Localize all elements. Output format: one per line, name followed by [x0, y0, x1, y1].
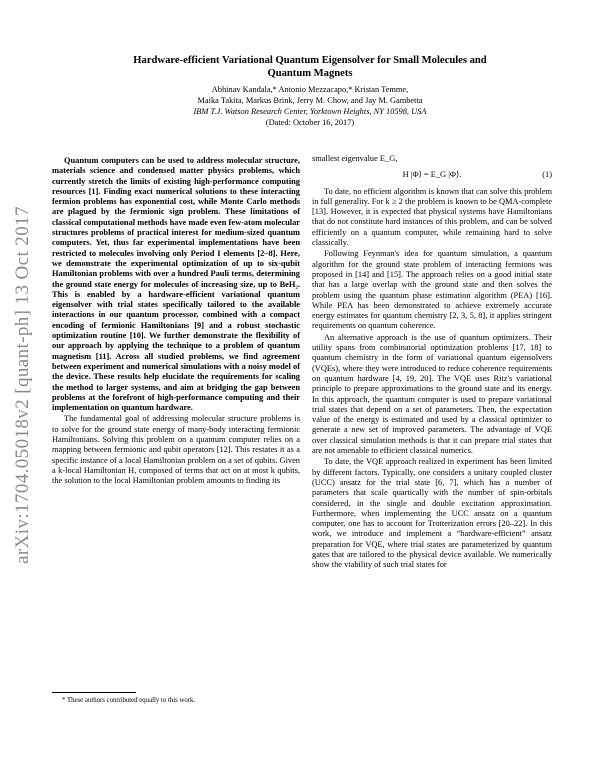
title-line-2: Quantum Magnets	[267, 68, 353, 79]
authors-line-2: Maika Takita, Markus Brink, Jerry M. Chow, and Jay M. Gambetta	[197, 96, 423, 105]
title-line-1: Hardware-efficient Variational Quantum Eigensolver for Small Molecules and	[133, 55, 487, 66]
body-paragraph-2: To date, no efficient algorithm is known that can solve this problem in full generality. For k ≥ 2 the problem is known to be QMA-complete [13]. However, it is expected that physical systems have Hamiltonians that do not constitute hard instances of this problem, and can be solved efficiently on a quantum computer, while remaining hard to solve classically.	[312, 186, 552, 248]
eigenvalue-intro: smallest eigenvalue E_G,	[312, 154, 398, 163]
footnote: * These authors contributed equally to this work.	[62, 697, 196, 704]
footnote-rule	[52, 692, 136, 693]
body-paragraph-5: To date, the VQE approach realized in experiment has been limited by different factors. Typically, one considers a unitary coupled cluster (UCC) ansatz for the trial state [6, 7], which has a number of parameters that scale quartically with the number of spin-orbitals considered, in the single and double excitation approximation. Furthermore, when implementing the UCC ansatz on a quantum computer, one has to account for Trotterization errors [20–22]. In this work, we introduce and implement a “hardware-efficient” ansatz preparation for VQE, where trial states are parameterized by quantum gates that are tailored to the physical device available. We numerically show the viability of such trial states for	[312, 457, 552, 570]
dated: (Dated: October 16, 2017)	[265, 118, 355, 127]
abstract: Quantum computers can be used to address molecular structure, materials science and condensed matter physics problems, which currently stretch the limits of existing high-performance computing resources [1]. Finding exact numerical solutions to these interacting fermion problems has exponential cost, while Monte Carlo methods are plagued by the fermionic sign problem. These limitations of classical computational methods have made even few-atom molecular structures problems of practical interest for medium-sized quantum computers. Yet, thus far experimental implementations have been restricted to molecules involving only Period I elements [2–8]. Here, we demonstrate the experimental optimization of up to six-qubit Hamiltonian problems with over a hundred Pauli terms, determining the ground state energy for molecules of increasing size, up to BeH₂. This is enabled by a hardware-efficient variational quantum eigensolver with trial states specifically tailored to the available interactions in our quantum processor, combined with a compact encoding of fermionic Hamiltonians [9] and a robust stochastic optimization routine [10]. We further demonstrate the flexibility of our approach by applying the technique to a problem of quantum magnetism [11]. Across all studied problems, we find agreement between experiment and numerical simulations with a noisy model of the device. These results help elucidate the requirements for scaling the method to larger systems, and aim at bridging the gap between problems at the forefront of high-performance computing and their implementation on quantum hardware.	[52, 156, 300, 413]
authors-line-1: Abhinav Kandala,* Antonio Mezzacapo,* Kristan Temme,	[211, 85, 409, 94]
right-column	[312, 154, 552, 571]
arxiv-stamp: arXiv:1704.05018v2 [quant-ph] 13 Oct 2017	[12, 206, 33, 564]
equation-text: H |Φ⟩ = E_G |Φ⟩.	[402, 170, 462, 180]
body-paragraph-1: The fundamental goal of addressing molecular structure problems is to solve for the ground state energy of many-body interacting fermionic Hamiltonians. Solving this problem on a quantum computer relies on a mapping between fermionic and qubit operators [12]. This restates it as a specific instance of a local Hamiltonian problem on a set of qubits. Given a k-local Hamiltonian H, composed of terms that act on at most k qubits, the solution to the local Hamiltonian problem amounts to finding its	[52, 414, 300, 486]
body-paragraph-3: Following Feynman's idea for quantum simulation, a quantum algorithm for the ground state problem of interacting fermions was proposed in [14] and [15]. The approach relies on a good initial state that has a large overlap with the ground state and then solves the problem using the quantum phase estimation algorithm (PEA) [16]. While PEA has been demonstrated to achieve extremely accurate energy estimates for quantum chemistry [2, 3, 5, 8], it applies stringent requirements on quantum coherence.	[312, 249, 552, 331]
equation-number: (1)	[542, 170, 552, 180]
affiliation: IBM T.J. Watson Research Center, Yorktown Heights, NY 10598, USA	[193, 107, 427, 116]
equation-1	[312, 170, 552, 180]
left-column	[52, 156, 300, 487]
paper-title	[80, 54, 540, 80]
author-block	[70, 84, 550, 128]
body-paragraph-4: An alternative approach is the use of quantum optimizers. Their utility spans from combinatorial optimization problems [17, 18] to quantum chemistry in the form of variational quantum eigensolvers (VQEs), where they were introduced to reduce coherence requirements on quantum hardware [4, 19, 20]. The VQE uses Ritz's variational principle to prepare approximations to the ground state and its energy. In this approach, the quantum computer is used to prepare variational trial states that depend on a set of parameters. Then, the expectation value of the energy is estimated and used by a classical optimizer to generate a new set of improved parameters. The advantage of VQE over classical simulation methods is that it can prepare trial states that are not amenable to efficient classical numerics.	[312, 332, 552, 456]
